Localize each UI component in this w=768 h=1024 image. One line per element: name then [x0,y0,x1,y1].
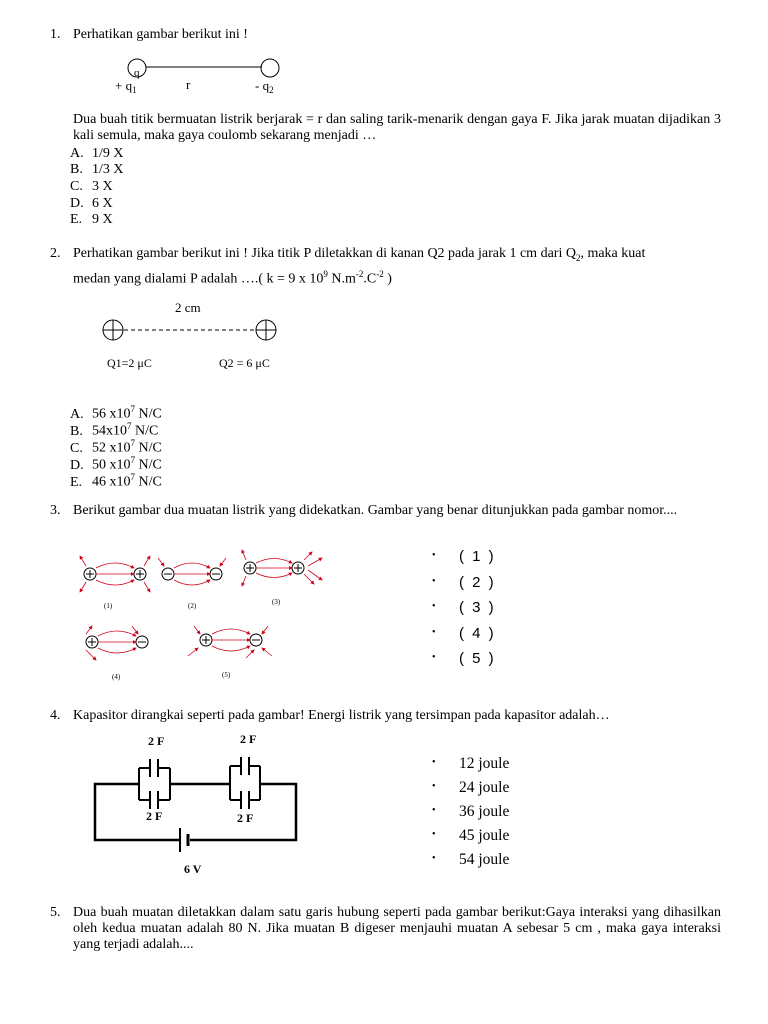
q2-option[interactable]: D. 50 $x10^7$ N/C [70,455,162,473]
q1-charge-right [261,59,279,77]
q3-diagram-3 [242,550,322,606]
q5-text: Dua buah muatan diletakkan dalam satu garis hubung seperti pada gambar berikut:Gaya interaksi yang dihasilkan oleh kedua muatan adalah 80 N. Jika muatan B digeser menjauhi muatan A sebesar 5 cm , maka gaya interaksi yang terjadi adalah.... [73,905,721,952]
q2-option[interactable]: C. 52 $x10^7$ N/C [70,438,162,456]
q4-option[interactable]: • 24 joule [432,779,510,796]
q3-option[interactable]: • ( 5 ) [432,650,496,667]
q2-option[interactable]: A. 56 $x10^7$ N/C [70,404,162,422]
q1-left-label: + $q_1$ [115,78,137,95]
q4-group-left [139,759,170,809]
q3-number: 3. [50,503,61,518]
q3-diagram-2 [158,558,226,610]
q1-middle-label: r [186,77,191,92]
q1-right-label: - $q_2$ [255,78,274,95]
q4-label-battery: 6 V [184,862,202,876]
q3-option[interactable]: • ( 1 ) [432,548,496,565]
q4-group-right [230,757,260,809]
svg-text:(3): (3) [272,598,281,606]
q1-text: Dua buah titik bermuatan listrik berjarak = r dan saling tarik-menarik dengan gaya F. Jika jarak muatan dijadikan 3 kali semula, maka gaya coulomb sekarang menjadi … [73,112,721,143]
q1-figure [108,56,298,98]
q3-text: Berikut gambar dua muatan listrik yang didekatkan. Gambar yang benar ditunjukkan pada gambar nomor.... [73,503,678,518]
q1-option[interactable]: E. 9 X [70,212,113,227]
q1-prompt: Perhatikan gambar berikut ini ! [73,27,248,42]
q4-option[interactable]: • 54 joule [432,851,510,868]
q4-figure [90,728,305,878]
q3-diagram-5 [188,626,272,679]
q4-option[interactable]: • 45 joule [432,827,510,844]
svg-text:(4): (4) [112,673,121,681]
q2-number: 2. [50,246,61,261]
q4-text: Kapasitor dirangkai seperti pada gambar! Energi listrik yang tersimpan pada kapasitor adalah… [73,708,610,723]
q1-option[interactable]: C. 3 X [70,179,113,194]
q1-option[interactable]: B. 1/3 X [70,162,124,177]
q3-diagram-1 [80,556,150,610]
q2-figure [95,296,295,376]
svg-text:(2): (2) [188,602,197,610]
q2-q1-label: Q1=2 μC [107,356,152,370]
q3-diagram-4 [86,626,148,681]
q2-option[interactable]: E. 46 $x10^7$ N/C [70,472,162,490]
svg-text:(5): (5) [222,671,231,679]
q5-number: 5. [50,905,61,920]
q2-option[interactable]: B. $54x10^7$ N/C [70,421,159,439]
q3-option[interactable]: • ( 3 ) [432,599,496,616]
q2-text: Perhatikan gambar berikut ini ! Jika titik P diletakkan di kanan Q2 pada jarak 1 cm dari $Q_2$, maka kuat medan yang dialami P adalah ….( k = 9 x $10^9$ $N.m^{-2}.C^{-2}$ ) [73,246,646,287]
q4-option[interactable]: • 36 joule [432,803,510,820]
q3-option[interactable]: • ( 2 ) [432,574,496,591]
q4-option[interactable]: • 12 joule [432,755,510,772]
q3-option[interactable]: • ( 4 ) [432,625,496,642]
q4-label-top-left: 2 F [148,734,165,748]
q1-number: 1. [50,27,61,42]
q4-label-bot-left: 2 F [146,809,163,823]
q3-figure [78,544,338,684]
q2-distance-label: 2 cm [175,300,201,315]
svg-text:(1): (1) [104,602,113,610]
q1-option[interactable]: A. 1/9 X [70,146,124,161]
q4-label-bot-right: 2 F [237,811,254,825]
q2-q2-label: Q2 = 6 μC [219,356,270,370]
q4-number: 4. [50,708,61,723]
q4-label-top-right: 2 F [240,732,257,746]
q4-wire-outer [95,784,180,840]
q1-charge-mark: q [134,67,140,79]
q1-option[interactable]: D. 6 X [70,196,113,211]
